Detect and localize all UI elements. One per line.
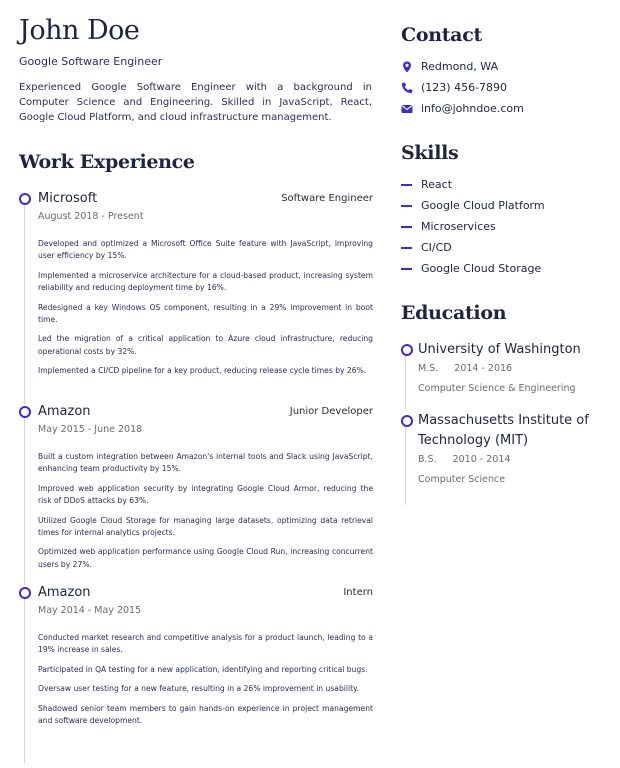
education-school: Massachusetts Institute of Technology (MIT) xyxy=(418,413,589,448)
skills-heading: Skills xyxy=(401,142,459,164)
job-company: Microsoft xyxy=(38,191,98,206)
job-dates: May 2014 - May 2015 xyxy=(38,605,142,616)
email-icon xyxy=(401,103,413,115)
job-entry xyxy=(19,404,373,579)
work-experience-heading: Work Experience xyxy=(19,151,195,173)
education-heading: Education xyxy=(401,302,507,324)
skill-text: Google Cloud Storage xyxy=(421,262,542,275)
job-role: Junior Developer xyxy=(289,406,373,417)
job-role: Software Engineer xyxy=(281,193,373,204)
job-bullet: Developed and optimized a Microsoft Office Suite feature with JavaScript, improving user efficiency by 15%. xyxy=(38,239,373,261)
job-title: Google Software Engineer xyxy=(19,55,163,68)
contact-email-text: info@johndoe.com xyxy=(421,102,524,115)
job-entry xyxy=(19,191,373,401)
contact-phone-text: (123) 456-7890 xyxy=(421,81,508,94)
resume-name: John Doe xyxy=(19,15,140,46)
job-bullet: Improved web application security by integrating Google Cloud Armor, reducing the risk of DDoS attacks by 63%. xyxy=(38,483,373,505)
location-pin-icon xyxy=(401,61,413,73)
job-company: Amazon xyxy=(38,585,91,600)
skill-text: Microservices xyxy=(421,220,496,233)
education-degree-years xyxy=(418,454,510,466)
job-bullet: Participated in QA testing for a new application, identifying and reporting critical bugs. xyxy=(38,664,368,674)
job-bullet: Utilized Google Cloud Storage for managing large datasets, optimizing data retrieval times for internal analytics projects. xyxy=(38,515,373,537)
job-bullet: Implemented a microservice architecture for a cloud-based product, increasing system reliability and reducing deployment time by 16%. xyxy=(38,270,373,292)
contact-heading: Contact xyxy=(401,24,482,46)
job-bullets xyxy=(38,451,373,578)
job-bullet: Led the migration of a critical application to Azure cloud infrastructure, reducing operational costs by 32%. xyxy=(38,334,373,356)
summary: Experienced Google Software Engineer with a background in Computer Science and Engineering. Skilled in JavaScript, React, Google Cloud Platform, and cloud infrastructure management. xyxy=(19,82,372,123)
education-years: 2010 - 2014 xyxy=(452,454,511,465)
education-years: 2014 - 2016 xyxy=(454,363,513,374)
dash-icon xyxy=(401,205,412,207)
skill-text: React xyxy=(421,178,453,191)
job-bullet: Shadowed senior team members to gain hands-on experience in project management and software development. xyxy=(38,703,373,726)
timeline-dot-icon xyxy=(19,193,31,205)
timeline-dot-icon xyxy=(401,344,413,356)
timeline-dot-icon xyxy=(401,415,413,427)
education-degree-years xyxy=(418,363,512,375)
job-bullet: Implemented a CI/CD pipeline for a key product, reducing release cycle times by 26%. xyxy=(38,366,367,376)
job-entry xyxy=(19,585,373,760)
education-field: Computer Science & Engineering xyxy=(418,383,576,394)
job-bullet: Redesigned a key Windows OS component, resulting in a 29% improvement in boot time. xyxy=(38,302,373,324)
dash-icon xyxy=(401,226,412,228)
job-dates: May 2015 - June 2018 xyxy=(38,424,143,435)
dash-icon xyxy=(401,184,412,186)
education-degree: M.S. xyxy=(418,363,439,374)
job-bullet: Optimized web application performance using Google Cloud Run, increasing concurrent users by 27%. xyxy=(38,547,373,569)
dash-icon xyxy=(401,247,412,249)
education-entry xyxy=(401,411,601,491)
skill-text: Google Cloud Platform xyxy=(421,199,545,212)
education-school: University of Washington xyxy=(418,342,581,357)
job-bullets xyxy=(38,632,373,735)
education-degree: B.S. xyxy=(418,454,437,465)
phone-icon xyxy=(401,82,413,94)
job-role: Intern xyxy=(343,587,373,598)
job-bullet: Oversaw user testing for a new feature, resulting in a 26% improvement in usability. xyxy=(38,684,359,694)
contact-location-text: Redmond, WA xyxy=(421,60,499,73)
job-company: Amazon xyxy=(38,404,91,419)
job-dates: August 2018 - Present xyxy=(38,211,144,222)
timeline-dot-icon xyxy=(19,587,31,599)
education-entry xyxy=(401,340,601,400)
education-field: Computer Science xyxy=(418,474,506,485)
dash-icon xyxy=(401,268,412,270)
job-bullets xyxy=(38,238,373,385)
job-bullet: Conducted market research and competitive analysis for a product launch, leading to a 19% increase in sales. xyxy=(38,633,373,655)
skill-text: CI/CD xyxy=(421,241,452,254)
timeline-dot-icon xyxy=(19,406,31,418)
job-bullet: Built a custom integration between Amazon's internal tools and Slack using JavaScript, enhancing team productivity by 15%. xyxy=(38,452,373,474)
